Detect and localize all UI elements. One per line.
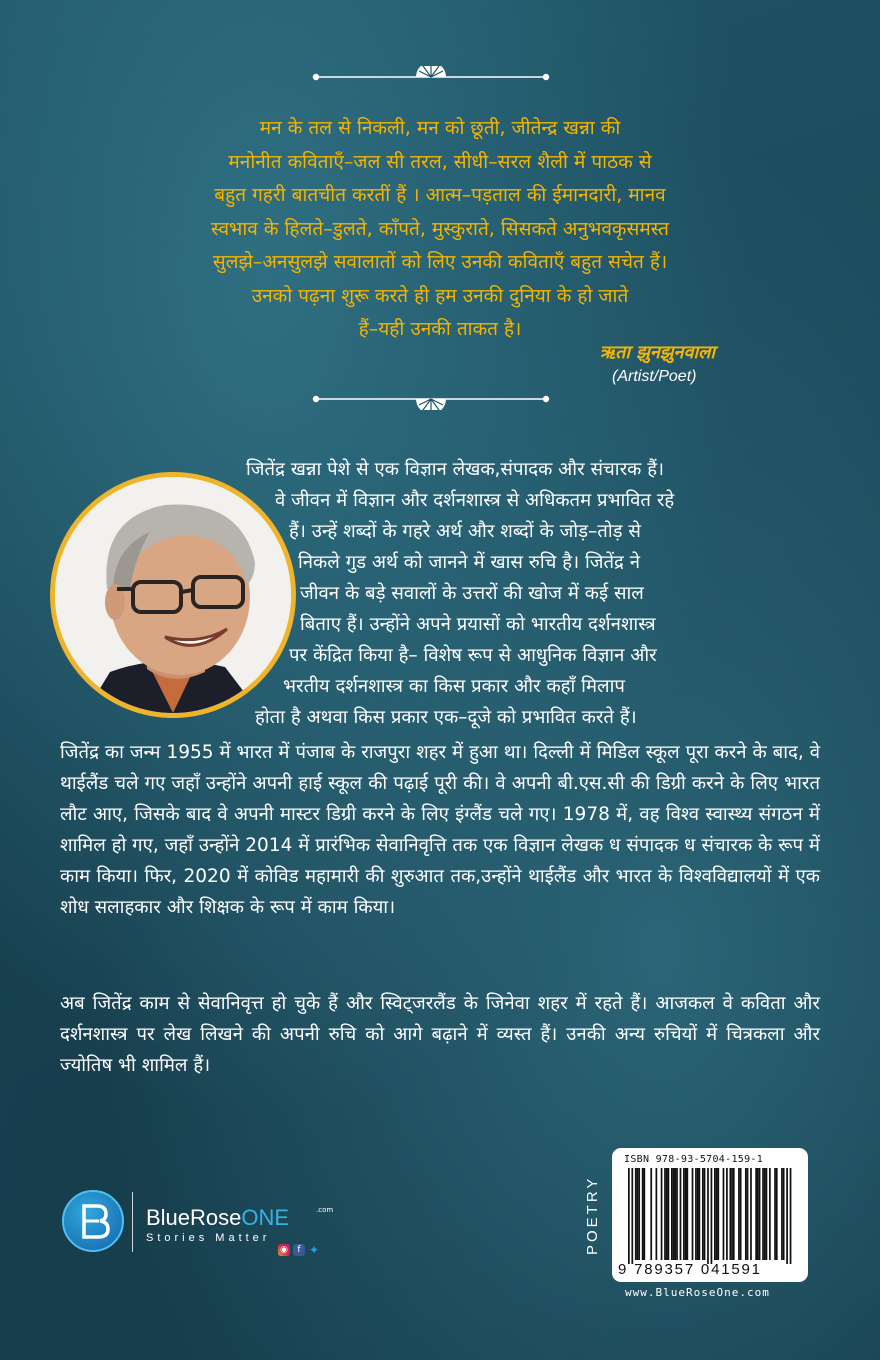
endorsement-quote bbox=[110, 112, 770, 347]
barcode-bar bbox=[668, 1168, 670, 1260]
barcode-bar bbox=[762, 1168, 764, 1260]
barcode-bar bbox=[704, 1168, 706, 1260]
bio-line: वे जीवन में विज्ञान और दर्शनशास्त्र से अधिकतम प्रभावित रहे bbox=[275, 490, 675, 511]
barcode-bar bbox=[674, 1168, 676, 1260]
barcode-bar bbox=[635, 1168, 637, 1260]
barcode-bar bbox=[642, 1168, 644, 1260]
publisher-tagline: Stories Matter bbox=[146, 1232, 271, 1244]
barcode-bar bbox=[740, 1168, 742, 1260]
barcode-bar bbox=[671, 1168, 673, 1260]
bio-line: होता है अथवा किस प्रकार एक–दूजे को प्रभावित करते हैं। bbox=[255, 707, 637, 728]
publisher-name: BlueRoseONE bbox=[146, 1205, 290, 1230]
barcode-bar bbox=[750, 1168, 752, 1260]
barcode-bar bbox=[711, 1168, 713, 1264]
barcode-bar bbox=[731, 1168, 733, 1260]
barcode-bar bbox=[643, 1168, 645, 1260]
barcode-bar bbox=[786, 1168, 788, 1264]
barcode-bar bbox=[695, 1168, 697, 1260]
barcode-bar bbox=[776, 1168, 778, 1260]
bio-line: निकले गुड अर्थ को जानने में खास रुचि है। जितेंद्र ने bbox=[298, 552, 641, 573]
barcode-bar bbox=[714, 1168, 716, 1260]
barcode-bar bbox=[666, 1168, 668, 1260]
bio-paragraph-present: अब जितेंद्र काम से सेवानिवृत्त हो चुके हैं और स्विट्जरलैंड के जिनेवा शहर में रहते हैं। आजकल वे कविता और दर्शनशास्त्र पर लेख लिखने की अपनी रुचि को आगे बढ़ाने में व्यस्त हैं। उनकी अन्य रुचियों में चित्रकला और ज्योतिष भी शामिल हैं। bbox=[60, 993, 820, 1076]
top-divider-ornament bbox=[312, 66, 550, 84]
twitter-icon: ✦ bbox=[308, 1243, 320, 1257]
barcode-bar bbox=[759, 1168, 761, 1260]
quote-author: ऋता झुनझुनवाला bbox=[599, 342, 715, 363]
barcode-bar bbox=[757, 1168, 759, 1260]
bio-line: जितेंद्र खन्ना पेशे से एक विज्ञान लेखक,संपादक और संचारक हैं। bbox=[246, 459, 665, 480]
barcode-bar bbox=[637, 1168, 639, 1260]
barcode-bar bbox=[717, 1168, 719, 1260]
author-portrait bbox=[50, 472, 296, 718]
barcode-bar bbox=[733, 1168, 735, 1260]
barcode-bar bbox=[692, 1168, 694, 1260]
logo-divider bbox=[132, 1192, 133, 1252]
bio-line: भरतीय दर्शनशास्त्र का किस प्रकार और कहाँ मिलाप bbox=[283, 676, 625, 697]
barcode-bar bbox=[781, 1168, 783, 1260]
barcode-bar bbox=[723, 1168, 725, 1260]
barcode-bar bbox=[702, 1168, 704, 1260]
instagram-icon: ◉ bbox=[278, 1244, 290, 1256]
barcode-bar bbox=[707, 1168, 709, 1264]
quote-line: सुलझे–अनसुलझे सवालातों को लिए उनकी कविताएँ बहुत सचेत हैं। bbox=[212, 251, 668, 273]
barcode-bar bbox=[680, 1168, 682, 1260]
quote-line: मन के तल से निकली, मन को छूती, जीतेन्द्र खन्ना की bbox=[259, 117, 621, 139]
quote-line: बहुत गहरी बातचीत करतीं हैं । आत्म–पड़ताल की ईमानदारी, मानव bbox=[214, 184, 666, 206]
barcode-bar bbox=[685, 1168, 687, 1260]
barcode-bar bbox=[790, 1168, 792, 1264]
barcode-bar bbox=[699, 1168, 701, 1260]
barcode-bar bbox=[638, 1168, 640, 1260]
facebook-icon: f bbox=[293, 1244, 305, 1256]
isbn-digits: 9 789357 041591 bbox=[618, 1261, 762, 1278]
quote-line: मनोनीत कविताएँ–जल सी तरल, सीधी–सरल शैली में पाठक से bbox=[228, 150, 652, 173]
bottom-divider-ornament bbox=[312, 392, 550, 410]
isbn-label: ISBN 978-93-5704-159-1 bbox=[624, 1154, 764, 1165]
barcode-bar bbox=[766, 1168, 768, 1260]
barcode-bar bbox=[764, 1168, 766, 1260]
barcode-bar bbox=[729, 1168, 731, 1260]
social-icons bbox=[278, 1244, 320, 1256]
quote-line: हैं–यही उनकी ताकत है। bbox=[358, 318, 522, 340]
barcode-bar bbox=[683, 1168, 685, 1260]
publisher-website: www.BlueRoseOne.com bbox=[625, 1286, 770, 1299]
bio-line: जीवन के बड़े सवालों के उत्तरों की खोज में कई साल bbox=[300, 583, 644, 604]
barcode-bar bbox=[631, 1168, 633, 1264]
isbn-barcode bbox=[612, 1148, 808, 1282]
bio-line: बिताए हैं। उन्होंने अपने प्रयासों को भारतीय दर्शनशास्त्र bbox=[300, 614, 656, 635]
bluerose-logo-icon bbox=[62, 1190, 124, 1252]
barcode-bar bbox=[628, 1168, 630, 1264]
barcode-bar bbox=[686, 1168, 688, 1260]
barcode-bar bbox=[661, 1168, 663, 1260]
bio-paragraph-career: जितेंद्र का जन्म 1955 में भारत में पंजाब के राजपुरा शहर में हुआ था। दिल्ली में मिडिल स्कूल पूरा करने के बाद, वे थाईलैंड चले गए जहाँ उन्होंने अपनी हाई स्कूल की पढ़ाई पूरी की। वे अपनी बी.एस.सी की डिग्री करने के लिए भारत लौट आए, जिसके बाद वे अपनी मास्टर डिग्री करने के लिए इंग्लैंड चले गए। 1978 में, वह विश्व स्वास्थ्य संगठन में शामिल हो गए, जहाँ उन्होंने 2014 में प्रारंभिक सेवानिवृत्ति तक एक विज्ञान लेखक ध संपादक ध संचारक के रूप में काम किया। फिर, 2020 में कोविड महामारी की शुरुआत तक,उन्होंने थाईलैंड और भारत के विश्वविद्यालयों में एक शोध सलाहकार और शिक्षक के रूप में काम किया। bbox=[60, 742, 820, 918]
bio-line: पर केंद्रित किया है– विशेष रूप से आधुनिक विज्ञान और bbox=[289, 645, 657, 666]
barcode-bar bbox=[676, 1168, 678, 1260]
genre-label: POETRY bbox=[584, 1175, 601, 1255]
barcode-bar bbox=[783, 1168, 785, 1260]
barcode-bar bbox=[716, 1168, 718, 1260]
barcode-bar bbox=[755, 1168, 757, 1260]
barcode-bar bbox=[738, 1168, 740, 1260]
bio-line: हैं। उन्हें शब्दों के गहरे अर्थ और शब्दों के जोड़–तोड़ से bbox=[289, 521, 641, 542]
quote-line: उनको पढ़ना शुरू करते ही हम उनकी दुनिया के हो जाते bbox=[251, 284, 629, 307]
barcode-bar bbox=[774, 1168, 776, 1260]
quote-author-role: (Artist/Poet) bbox=[612, 368, 697, 385]
barcode-bar bbox=[650, 1168, 652, 1260]
barcode-bar bbox=[726, 1168, 728, 1260]
barcode-bar bbox=[697, 1168, 699, 1260]
barcode-bar bbox=[673, 1168, 675, 1260]
barcode-bar bbox=[769, 1168, 771, 1260]
publisher-domain-suffix: .com bbox=[316, 1206, 334, 1214]
barcode-bar bbox=[747, 1168, 749, 1260]
quote-line: स्वभाव के हिलते–डुलते, काँपते, मुस्कुराते, सिसकते अनुभवकृसमस्त bbox=[211, 217, 669, 240]
barcode-bar bbox=[656, 1168, 658, 1260]
barcode-bar bbox=[664, 1168, 666, 1260]
barcode-bar bbox=[745, 1168, 747, 1260]
